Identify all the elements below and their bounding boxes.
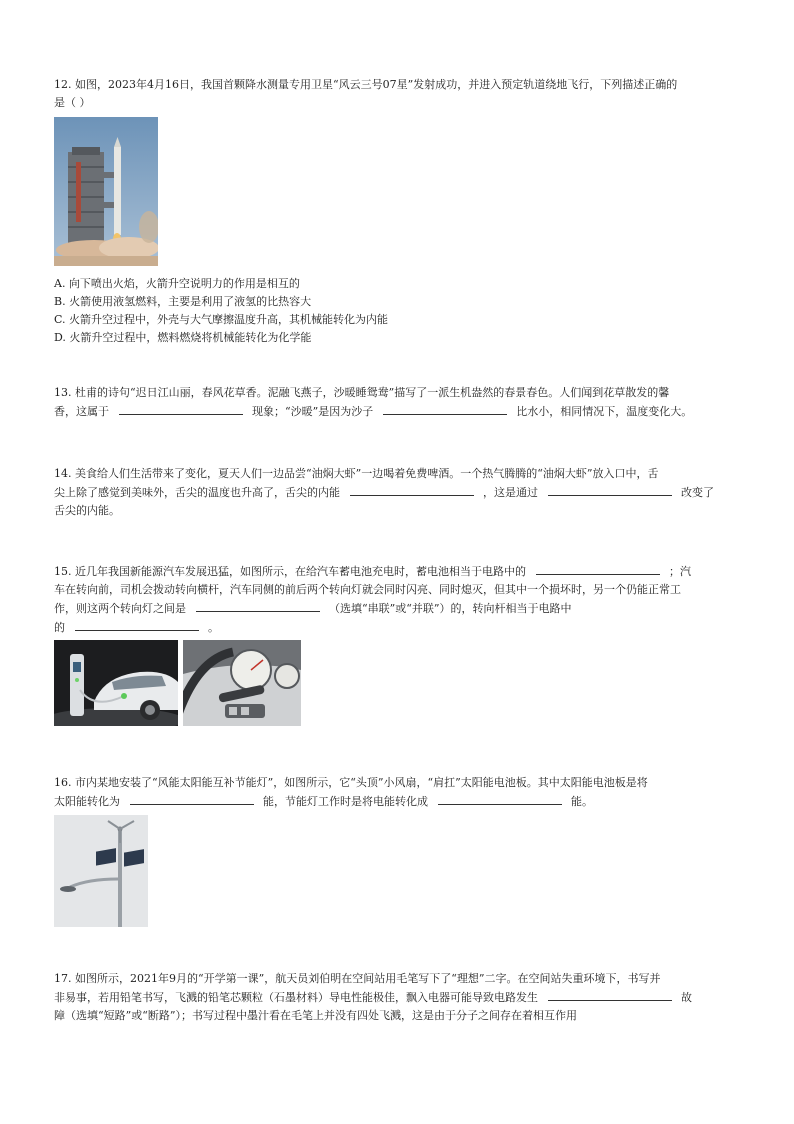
q15-blank-2[interactable] (196, 599, 320, 612)
q15-text-d: （选填“串联”或“并联”）的，转向杆相当于电路中 (329, 602, 572, 615)
q15-line2: 车在转向前，司机会拨动转向横杆，汽车同侧的前后两个转向灯就会同时闪亮、同时熄灭，但其中一个损坏时，另一个仍能正常工 (54, 583, 681, 596)
turn-signal-lever-image (183, 640, 301, 726)
q14-text-b: ，这是通过 (483, 486, 538, 499)
q17-text-a: 非易事，若用铅笔书写，飞溅的铅笔芯颗粒（石墨材料）导电性能极佳，飘入电器可能导致电路发生 (54, 991, 538, 1004)
q14-line2 (54, 483, 740, 502)
q14-blank-1[interactable] (350, 483, 474, 496)
q14-blank-2[interactable] (548, 483, 672, 496)
q14-line1: 14. 美食给人们生活带来了变化，夏天人们一边品尝“油焖大虾”一边喝着免费啤酒。一个热气腾腾的“油焖大虾”放入口中，舌 (54, 467, 659, 480)
ev-charging-image (54, 640, 178, 726)
q13-blank-1[interactable] (119, 402, 243, 415)
question-13 (54, 384, 740, 421)
question-17 (54, 970, 740, 1025)
q14-text-a: 尖上除了感觉到美味外，舌尖的温度也升高了，舌尖的内能 (54, 486, 340, 499)
q13-line1: 13. 杜甫的诗句“迟日江山丽，春风花草香。泥融飞燕子，沙暖睡鸳鸯”描写了一派生机盎然的春景春色。人们闻到花草散发的馨 (54, 386, 670, 399)
q15-line1 (54, 562, 740, 581)
q16-blank-2[interactable] (438, 792, 562, 805)
q15-text-a: 15. 近几年我国新能源汽车发展迅猛，如图所示，在给汽车蓄电池充电时，蓄电池相当于电路中的 (54, 565, 526, 578)
q16-text-c: 能。 (571, 795, 593, 808)
q17-line1: 17. 如图所示，2021年9月的“开学第一课”，航天员刘伯明在空间站用毛笔写下了“理想”二字。在空间站失重环境下，书写并 (54, 972, 661, 985)
rocket-launch-image (54, 117, 158, 266)
q16-text-a: 太阳能转化为 (54, 795, 120, 808)
q17-line2 (54, 988, 740, 1007)
question-15 (54, 562, 740, 637)
q13-text-b: 现象；“沙暖”是因为沙子 (252, 405, 374, 418)
q17-blank-1[interactable] (548, 988, 672, 1001)
q12-option-c[interactable]: C. 火箭升空过程中，外壳与大气摩擦温度升高，其机械能转化为内能 (54, 313, 389, 326)
q16-text-b: 能，节能灯工作时是将电能转化成 (263, 795, 428, 808)
q13-blank-2[interactable] (383, 402, 507, 415)
question-16 (54, 774, 740, 811)
q14-line3: 舌尖的内能。 (54, 504, 120, 517)
q12-option-b[interactable]: B. 火箭使用液氢燃料，主要是利用了液氢的比热容大 (54, 295, 312, 308)
q15-blank-1[interactable] (536, 562, 660, 575)
q15-blank-3[interactable] (75, 618, 199, 631)
q13-text-c: 比水小，相同情况下，温度变化大。 (516, 405, 693, 418)
q15-text-f: 。 (208, 621, 219, 634)
q14-text-c: 改变了 (681, 486, 714, 499)
q12-stem-cont: 是（ ） (54, 96, 91, 109)
q16-line2 (54, 792, 740, 811)
q15-line3 (54, 599, 740, 618)
q12-option-a[interactable]: A. 向下喷出火焰，火箭升空说明力的作用是相互的 (54, 277, 300, 290)
q12-options (54, 275, 740, 347)
q15-text-c: 作，则这两个转向灯之间是 (54, 602, 186, 615)
q15-text-b: ；汽 (669, 565, 691, 578)
q15-line4 (54, 618, 740, 637)
wind-solar-streetlight-image (54, 815, 148, 927)
q12-stem: 12. 如图，2023年4月16日，我国首颗降水测量专用卫星“风云三号07星”发射成功，并进入预定轨道绕地飞行，下列描述正确的 (54, 78, 678, 91)
question-14 (54, 465, 740, 520)
q16-line1: 16. 市内某地安装了“风能太阳能互补节能灯”，如图所示，它“头顶”小风扇，“肩扛”太阳能电池板。其中太阳能电池板是将 (54, 776, 648, 789)
q13-line2 (54, 402, 740, 421)
q16-blank-1[interactable] (130, 792, 254, 805)
q13-text-a: 香，这属于 (54, 405, 109, 418)
q15-text-e: 的 (54, 621, 65, 634)
q17-line3: 障（选填“短路”或“断路”）；书写过程中墨汁看在毛笔上并没有四处飞溅，这是由于分子之间存在着相互作用 (54, 1009, 577, 1022)
question-12 (54, 76, 740, 112)
q12-option-d[interactable]: D. 火箭升空过程中，燃料燃烧将机械能转化为化学能 (54, 331, 312, 344)
q17-text-b: 故 (681, 991, 692, 1004)
